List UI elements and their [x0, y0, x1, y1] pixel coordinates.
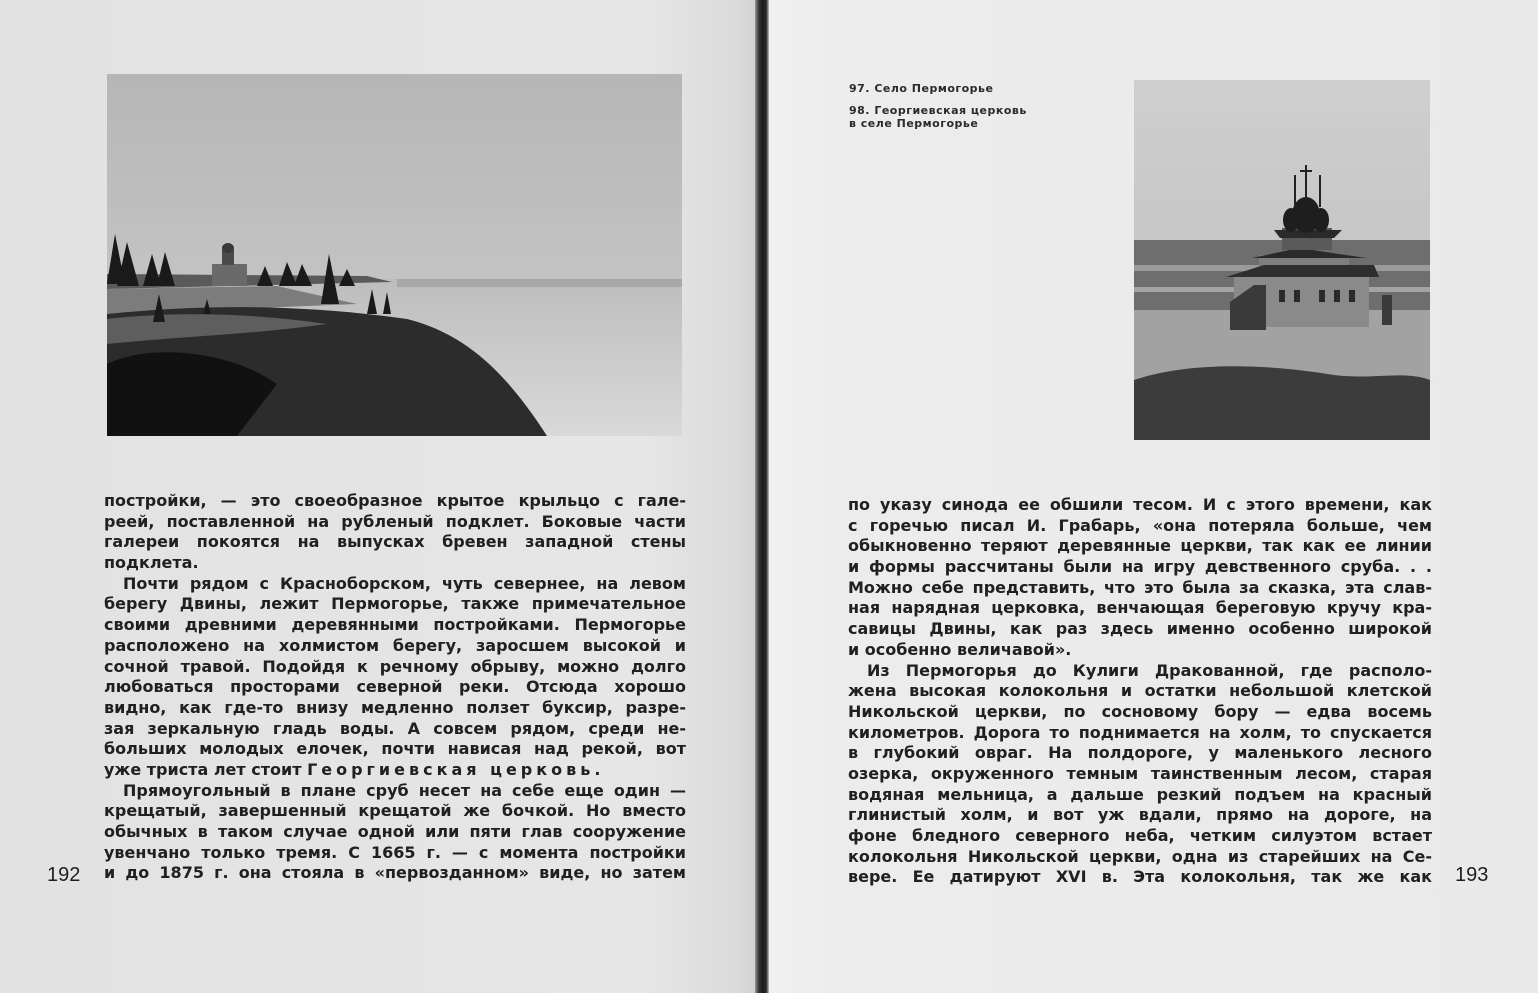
text-line-content: увенчано только тремя. С 1665 г. — с момента постройки	[104, 842, 686, 862]
photo-98-st-george-church	[1134, 80, 1430, 440]
text-line	[104, 843, 686, 864]
text-line-content: Никольской церкви, по сосновому бору — едва восемь	[848, 701, 1432, 721]
caption-98	[849, 104, 1089, 130]
photo-97-village-permogorye	[107, 74, 682, 436]
text-line-content: глинистый холм, и вот уж вдали, прямо на дороге, на	[848, 805, 1432, 825]
caption-98-line-1: 98. Георгиевская церковь	[849, 104, 1027, 117]
text-line	[848, 867, 1432, 888]
text-line-content: сочной травой. Подойдя к речному обрыву, можно долго	[104, 656, 686, 676]
caption-97: 97. Село Пермогорье	[849, 82, 994, 95]
text-line-content: реей, поставленной на рубленый подклет. Боковые части	[104, 511, 686, 531]
text-line	[848, 578, 1432, 599]
text-line	[104, 760, 686, 781]
text-line-content: в глубокий овраг. На полдороге, у маленького лесного	[848, 743, 1432, 763]
text-line	[104, 532, 686, 553]
text-line-content: подклета.	[104, 553, 199, 573]
text-line-content: по указу синода ее обшили тесом. И с этого времени, как	[848, 495, 1432, 514]
text-line	[104, 512, 686, 533]
text-line	[104, 698, 686, 719]
left-page-body-text	[104, 491, 686, 884]
text-line-content: фоне бледного северного неба, четким силуэтом встает	[848, 826, 1432, 845]
text-line	[848, 764, 1432, 785]
text-line	[848, 702, 1432, 723]
text-line	[104, 781, 686, 802]
figure-captions	[849, 82, 1089, 130]
text-line	[848, 723, 1432, 744]
text-line-content: больших молодых елочек, почти нависая над рекой, вот	[104, 739, 686, 759]
book-spine	[755, 0, 769, 993]
text-line	[848, 785, 1432, 806]
text-line-content: любоваться просторами северной реки. Отсюда хорошо	[104, 677, 686, 697]
spaced-emphasis-text: Георгиевская церковь.	[307, 759, 605, 779]
text-line	[848, 743, 1432, 764]
text-line	[848, 640, 1432, 661]
page-number-left: 192	[47, 864, 81, 886]
text-line-content: постройки, — это своеобразное крытое крыльцо с гале-	[104, 491, 686, 510]
text-line-content: обыкновенно теряют деревянные церкви, так как ее линии	[848, 536, 1432, 556]
text-line	[104, 574, 686, 595]
text-line-content: обычных в таком случае одной или пяти глав сооружение	[104, 822, 686, 841]
text-line	[848, 495, 1432, 516]
text-line-content: Прямоугольный в плане сруб несет на себе еще один —	[123, 780, 686, 800]
text-line-content: уже триста лет стоит	[104, 759, 308, 779]
text-line	[104, 863, 686, 884]
text-line	[104, 677, 686, 698]
text-line	[848, 826, 1432, 847]
text-line	[104, 491, 686, 512]
text-line-content: жена высокая колокольня и остатки небольшой клетской	[848, 681, 1432, 701]
text-line-content: колокольня Никольской церкви, одна из старейших на Се-	[848, 846, 1432, 866]
text-line-content: водяная мельница, а дальше резкий подъем на красный	[848, 784, 1432, 804]
text-line	[848, 847, 1432, 868]
caption-98-line-2: в селе Пермогорье	[849, 117, 979, 130]
text-line	[848, 557, 1432, 578]
text-line-content: ная нарядная церковка, венчающая береговую кручу кра-	[848, 598, 1432, 618]
text-line	[848, 681, 1432, 702]
text-line	[848, 516, 1432, 537]
text-line-content: Из Пермогорья до Кулиги Дракованной, где располо-	[867, 660, 1432, 680]
text-line-content: с горечью писал И. Грабарь, «она потеряла больше, чем	[848, 515, 1432, 535]
text-line-content: галереи покоятся на выпусках бревен западной стены	[104, 532, 686, 552]
text-line-content: берегу Двины, лежит Пермогорье, также примечательное	[104, 594, 686, 614]
text-line-content: вере. Ее датируют XVI в. Эта колокольня, так же как	[848, 867, 1432, 887]
text-line	[104, 739, 686, 760]
text-line-content: Можно себе представить, что это была за сказка, эта слав-	[848, 577, 1432, 597]
text-line-content: километров. Дорога то поднимается на холм, то спускается	[848, 722, 1432, 742]
text-line	[104, 594, 686, 615]
text-line	[104, 615, 686, 636]
right-page-body-text	[848, 495, 1432, 888]
text-line-content: и формы рассчитаны были на игру девственного сруба. . .	[848, 557, 1432, 577]
text-line-content: Почти рядом с Красноборском, чуть севернее, на левом	[123, 573, 686, 593]
text-line	[848, 536, 1432, 557]
text-line	[848, 805, 1432, 826]
text-line	[848, 598, 1432, 619]
text-line	[104, 719, 686, 740]
text-line-content: расположено на холмистом берегу, заросшем высокой и	[104, 635, 686, 655]
text-line-content: савицы Двины, как раз здесь именно особенно широкой	[848, 619, 1432, 639]
text-line	[104, 553, 686, 574]
text-line-content: зая зеркальную гладь воды. А совсем рядом, среди не-	[104, 718, 686, 738]
text-line-content: видно, как где-то внизу медленно ползет буксир, разре-	[104, 697, 686, 717]
text-line-content: и особенно величавой».	[848, 639, 1072, 659]
text-line-content: и до 1875 г. она стояла в «первозданном» виде, но затем	[104, 863, 686, 883]
text-line	[104, 822, 686, 843]
text-line	[104, 636, 686, 657]
text-line-content: крещатый, завершенный крещатой же бочкой. Но вместо	[104, 801, 686, 821]
text-line	[104, 801, 686, 822]
text-line	[848, 661, 1432, 682]
page-number-right: 193	[1455, 864, 1489, 886]
text-line	[104, 657, 686, 678]
text-line-content: своими древними деревянными постройками. Пермогорье	[104, 615, 686, 635]
text-line-content: озерка, окруженного темным таинственным лесом, старая	[848, 763, 1432, 783]
text-line	[848, 619, 1432, 640]
